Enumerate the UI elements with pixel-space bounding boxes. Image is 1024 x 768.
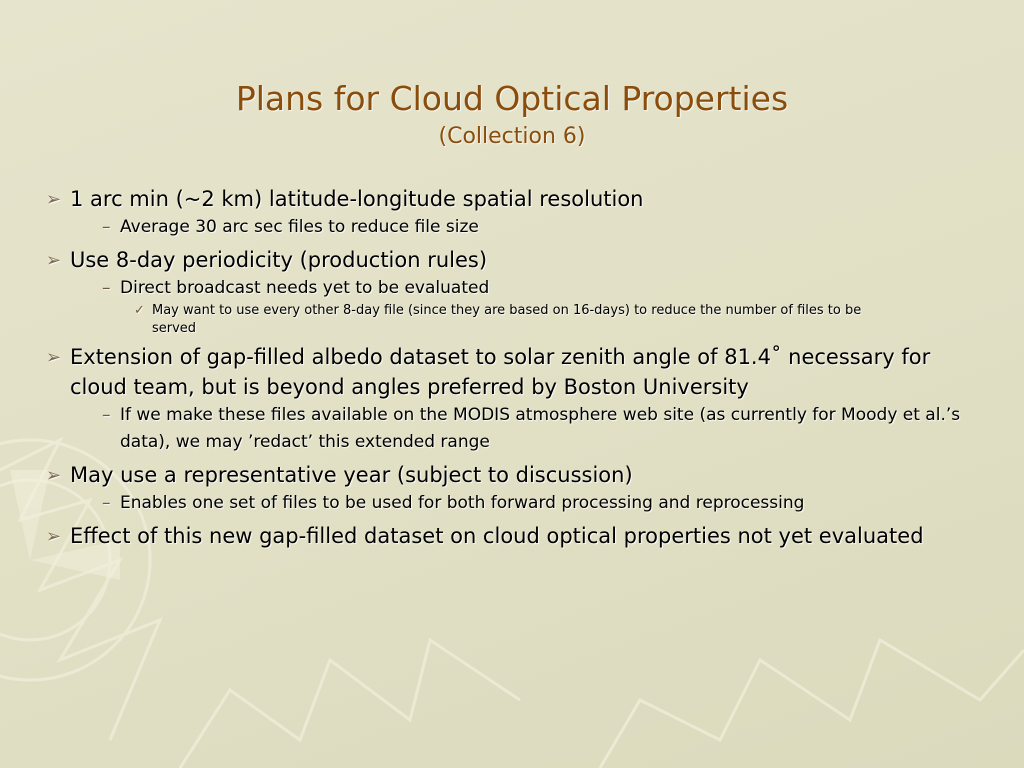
sub-bullet-item (102, 490, 986, 517)
bullet-text: Effect of this new gap-filled dataset on cloud optical properties not yet evaluated (70, 524, 924, 548)
bullet-text: 1 arc min (~2 km) latitude-longitude spatial resolution (70, 187, 644, 211)
bullet-item (46, 342, 986, 402)
arrow-bullet-icon: ➢ (46, 526, 62, 547)
dash-bullet-icon: – (102, 493, 111, 513)
bullet-text: Use 8-day periodicity (production rules) (70, 248, 488, 272)
arrow-bullet-icon: ➢ (46, 189, 62, 210)
sub-sub-bullet-item (134, 302, 892, 338)
slide-subtitle: (Collection 6) (438, 124, 586, 149)
bullet-text: May use a representative year (subject to discussion) (70, 463, 633, 487)
bullet-list (46, 184, 986, 551)
dash-bullet-icon: – (102, 278, 111, 298)
sub-bullet-text: Direct broadcast needs yet to be evaluated (120, 278, 490, 298)
sub-bullet-text: If we make these files available on the MODIS atmosphere web site (as currently for Moody et al.’s data), we may ’redact’ this extended range (120, 405, 961, 452)
bullet-text: Extension of gap-filled albedo dataset to solar zenith angle of 81.4˚ necessary for cloud team, but is beyond angles preferred by Boston University (70, 345, 931, 399)
checkmark-bullet-icon: ✓ (134, 303, 145, 318)
sub-bullet-item (102, 402, 986, 456)
arrow-bullet-icon: ➢ (46, 250, 62, 271)
slide-title: Plans for Cloud Optical Properties (235, 79, 789, 118)
sub-bullet-item (102, 214, 986, 241)
bullet-item (46, 184, 986, 214)
bullet-item (46, 245, 986, 275)
sub-sub-bullet-text: May want to use every other 8-day file (since they are based on 16-days) to reduce the number of files to be served (152, 303, 862, 336)
sub-bullet-text: Enables one set of files to be used for both forward processing and reprocessing (120, 493, 805, 513)
arrow-bullet-icon: ➢ (46, 347, 62, 368)
bullet-item (46, 521, 986, 551)
sub-bullet-text: Average 30 arc sec files to reduce file size (120, 217, 479, 237)
arrow-bullet-icon: ➢ (46, 465, 62, 486)
sub-bullet-item (102, 275, 986, 302)
bullet-item (46, 460, 986, 490)
dash-bullet-icon: – (102, 217, 111, 237)
dash-bullet-icon: – (102, 405, 111, 425)
